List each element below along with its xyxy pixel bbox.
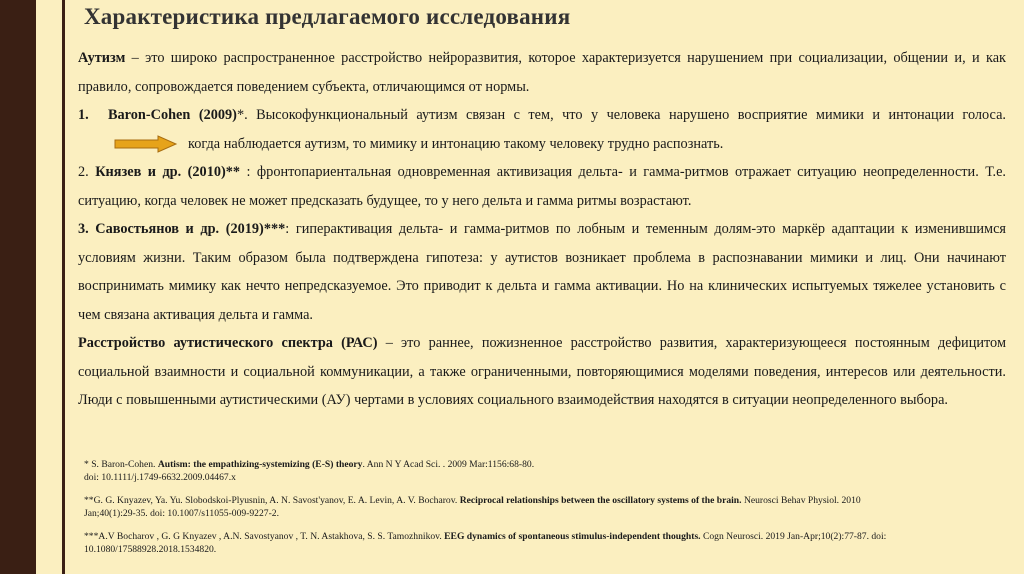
item-1-author: Baron-Cohen (2009)	[108, 107, 237, 123]
item-3-paragraph	[78, 215, 1006, 329]
item-1-number: 1.	[78, 107, 89, 123]
autism-term: Аутизм	[78, 50, 126, 66]
item-3-text: : гиперактивация дельта- и гамма-ритмов по лобным и теменным долям-это маркёр адаптации к изменившимся условиям жизни. Таким образом была подтверждена гипотеза: у аутистов возникает проблема в распознавании мимики и лиц. Они начинают воспринимать мимику как нечто непредсказуемое. Это приводит к дельта и гамма активации. Но на клинических испытуемых тяжелее установить с чем связана активация дельта и гамма.	[78, 221, 1006, 323]
item-3-head: 3. Савостьянов и др. (2019)***	[78, 221, 286, 237]
ref-3-doi: 10.1080/17588928.2018.1534820.	[84, 544, 217, 555]
reference-3	[84, 530, 1006, 556]
references	[84, 458, 1006, 566]
ref-2-doi: Jan;40(1):29-35. doi: 10.1007/s11055-009-9227-2.	[84, 508, 279, 519]
ref-2-title: Reciprocal relationships between the oscillatory systems of the brain.	[459, 495, 742, 506]
ref-3-title: EEG dynamics of spontaneous stimulus-independent thoughts.	[444, 531, 701, 542]
reference-1	[84, 458, 1006, 484]
item-2-number: 2.	[78, 164, 89, 180]
item-2-author: Князев и др. (2010)**	[95, 164, 241, 180]
item-1-mark: *	[236, 107, 245, 123]
ras-term: Расстройство аутистического спектра (РАС)	[78, 335, 378, 351]
ras-paragraph	[78, 329, 1006, 415]
left-decor-bar	[0, 0, 36, 574]
arrow-right-icon	[114, 135, 178, 153]
item-1	[78, 101, 1006, 158]
reference-2	[84, 494, 1006, 520]
left-decor-rule	[62, 0, 65, 574]
ref-2-source: Neurosci Behav Physiol. 2010	[741, 495, 861, 506]
intro-paragraph	[78, 44, 1006, 101]
ref-1-authors: * S. Baron-Cohen.	[84, 459, 158, 470]
ref-1-doi: doi: 10.1111/j.1749-6632.2009.04467.x	[84, 472, 236, 483]
slide-body	[78, 44, 1006, 415]
intro-text: – это широко распространенное расстройство нейроразвития, которое характеризуется нарушением при социализации, общении и, и как правило, сопровождается поведением субъекта, отличающимся от нормы.	[78, 50, 1006, 95]
item-1-body: . Высокофункциональный аутизм связан с тем, что у человека нарушено восприятие мимики и интонации голоса.	[244, 107, 1006, 123]
item-2-paragraph	[78, 158, 1006, 215]
ras-text: – это раннее, пожизненное расстройство развития, характеризующееся постоянным дефицитом социальной взаимности и социальной коммуникации, а также ограниченными, повторяющимися моделями поведения, интересов или деятельности. Люди с повышенными аутистическими (АУ) чертами в условиях социального взаимодействия находятся в ситуации неопределенного выбора.	[78, 335, 1006, 408]
slide-title: Характеристика предлагаемого исследования	[84, 4, 571, 29]
ref-1-title: Autism: the empathizing-systemizing (E-S) theory	[157, 459, 363, 470]
ref-2-authors: **G. G. Knyazev, Ya. Yu. Slobodskoi-Plyusnin, A. N. Savost'yanov, E. A. Levin, A. V. Bocharov.	[84, 495, 460, 506]
item-1-body-2: когда наблюдается аутизм, то мимику и интонацию такому человеку трудно распознать.	[188, 135, 724, 152]
item-2-text: : фронтопариентальная одновременная активизация дельта- и гамма-ритмов отражает ситуацию неопределенности. Т.е. ситуацию, когда человек не может предсказать будущее, то у него дельта и гамма ритмы возрастают.	[78, 164, 1007, 209]
item-1-text	[108, 101, 1006, 158]
ref-3-source: Cogn Neurosci. 2019 Jan-Apr;10(2):77-87. doi:	[700, 531, 887, 542]
ref-3-authors: ***A.V Bocharov , G. G Knyazev , A.N. Savostyanov , T. N. Astakhova, S. S. Tamozhnikov.	[84, 531, 445, 542]
ref-1-source: . Ann N Y Acad Sci. . 2009 Mar:1156:68-80.	[362, 459, 535, 470]
